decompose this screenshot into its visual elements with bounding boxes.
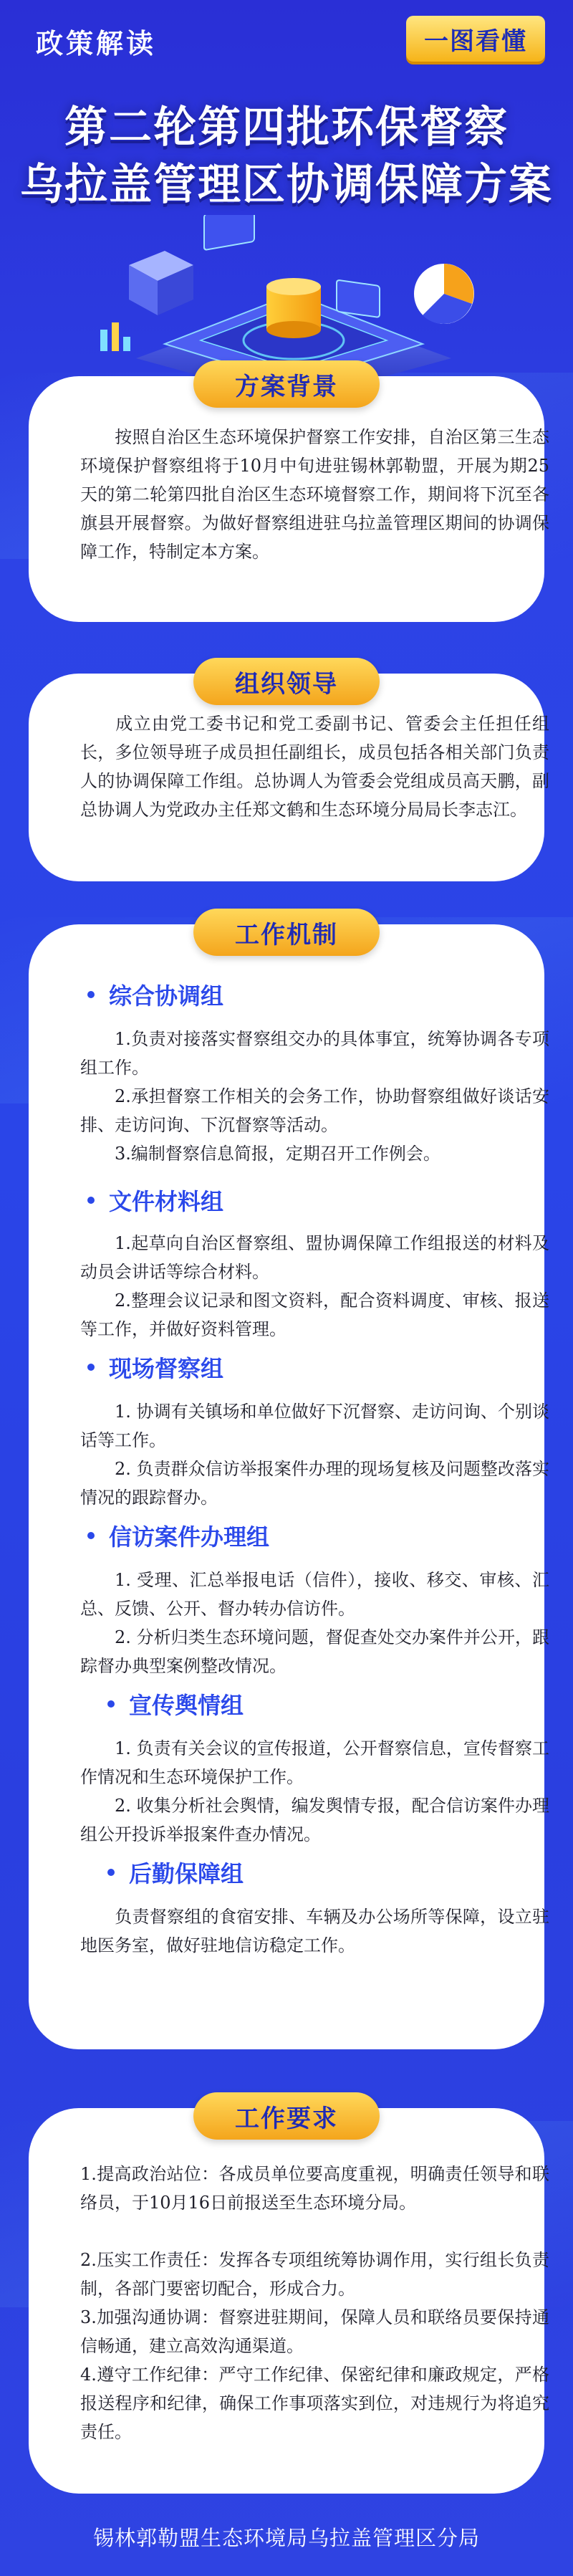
bullet-dot-icon (107, 1700, 115, 1708)
policy-tag: 政策解读 (36, 29, 157, 59)
group-title: 综合协调组 (87, 978, 223, 1011)
bullet-dot-icon (87, 1197, 95, 1204)
group-title: 后勤保障组 (107, 1856, 244, 1889)
group-item: 2. 分析归类生态环境问题，督促查处交办案件并公开，跟踪督办典型案例整改情况。 (80, 1627, 549, 1676)
section-title-leadership: 组织领导 (193, 658, 380, 705)
group-item: 1. 协调有关镇场和单位做好下沉督察、走访问询、个别谈话等工作。 (80, 1402, 549, 1450)
requirement-item: 4.遵守工作纪律：严守工作纪律、保密纪律和廉政规定，严格报送程序和纪律，确保工作事项落实到位，对违规行为将追究责任。 (80, 2365, 549, 2442)
group-item: 2. 收集分析社会舆情，编发舆情专报，配合信访案件办理组公开投诉举报案件查办情况。 (80, 1796, 549, 1844)
bullet-dot-icon (87, 991, 95, 998)
mechanism-card (29, 920, 549, 2049)
group-item: 1.负责对接落实督察组交办的具体事宜，统筹协调各专项组工作。 (80, 1029, 549, 1078)
requirement-item: 3.加强沟通协调：督察进驻期间，保障人员和联络员要保持通信畅通，建立高效沟通渠道。 (80, 2307, 549, 2356)
group-item: 2.承担督察工作相关的会务工作，协助督察组做好谈话安排、走访问询、下沉督察等活动。 (80, 1086, 549, 1135)
leadership-card (29, 669, 549, 881)
group-title: 文件材料组 (87, 1184, 223, 1217)
background-text: 按照自治区生态环境保护督察工作安排，自治区第三生态环境保护督察组将于10月中旬进驻锡林郭勒盟，开展为期25天的第二轮第四批自治区生态环境督察工作，期间将下沉至各旗县开展督察。为做好督察组进驻乌拉盖管理区期间的协调保障工作，特制定本方案。 (80, 427, 549, 562)
section-title-mechanism: 工作机制 (193, 909, 380, 956)
group-item: 2.整理会议记录和图文资料，配合资料调度、审核、报送等工作，并做好资料管理。 (80, 1291, 549, 1339)
section-title-background: 方案背景 (193, 360, 380, 408)
group-item: 负责督察组的食宿安排、车辆及办公场所等保障，设立驻地医务室，做好驻地信访稳定工作。 (80, 1907, 549, 1955)
section-title-requirements: 工作要求 (193, 2092, 380, 2140)
background-card (29, 372, 549, 622)
group-item: 1.起草向自治区督察组、盟协调保障工作组报送的材料及动员会讲话等综合材料。 (80, 1233, 549, 1282)
page-subtitle: 乌拉盖管理区协调保障方案 (20, 160, 553, 210)
bullet-dot-icon (87, 1364, 95, 1371)
footer-org: 锡林郭勒盟生态环境局乌拉盖管理区分局 (92, 2526, 480, 2550)
requirements-card (29, 2104, 549, 2494)
group-item: 3.编制督察信息简报，定期召开工作例会。 (115, 1144, 440, 1164)
bullet-dot-icon (87, 1532, 95, 1539)
group-item: 1. 受理、汇总举报电话（信件），接收、移交、审核、汇总、反馈、公开、督办转办信访件。 (80, 1570, 549, 1619)
bullet-dot-icon (107, 1869, 115, 1876)
group-title: 宣传舆情组 (107, 1687, 244, 1720)
page-title: 第二轮第四批环保督察 (64, 102, 509, 153)
group-item: 2. 负责群众信访举报案件办理的现场复核及问题整改落实情况的跟踪督办。 (80, 1459, 549, 1508)
group-item: 1. 负责有关会议的宣传报道，公开督察信息，宣传督察工作情况和生态环境保护工作。 (80, 1738, 549, 1787)
group-title: 现场督察组 (87, 1351, 223, 1384)
leadership-text: 成立由党工委书记和党工委副书记、管委会主任担任组长，多位领导班子成员担任副组长，成员包括各相关部门负责人的协调保障工作组。总协调人为管委会党组成员高天鹏，副总协调人为党政办主任郑文鹤和生态环境分局局长李志江。 (80, 714, 549, 820)
group-title: 信访案件办理组 (87, 1519, 269, 1552)
requirement-item: 1.提高政治站位：各成员单位要高度重视，明确责任领导和联络员，于10月16日前报送至生态环境分局。 (80, 2164, 549, 2213)
guide-badge: 一图看懂 (406, 16, 545, 62)
requirement-item: 2.压实工作责任：发挥各专项组统筹协调作用，实行组长负责制，各部门要密切配合，形成合力。 (80, 2250, 549, 2299)
header-banner (0, 0, 573, 401)
